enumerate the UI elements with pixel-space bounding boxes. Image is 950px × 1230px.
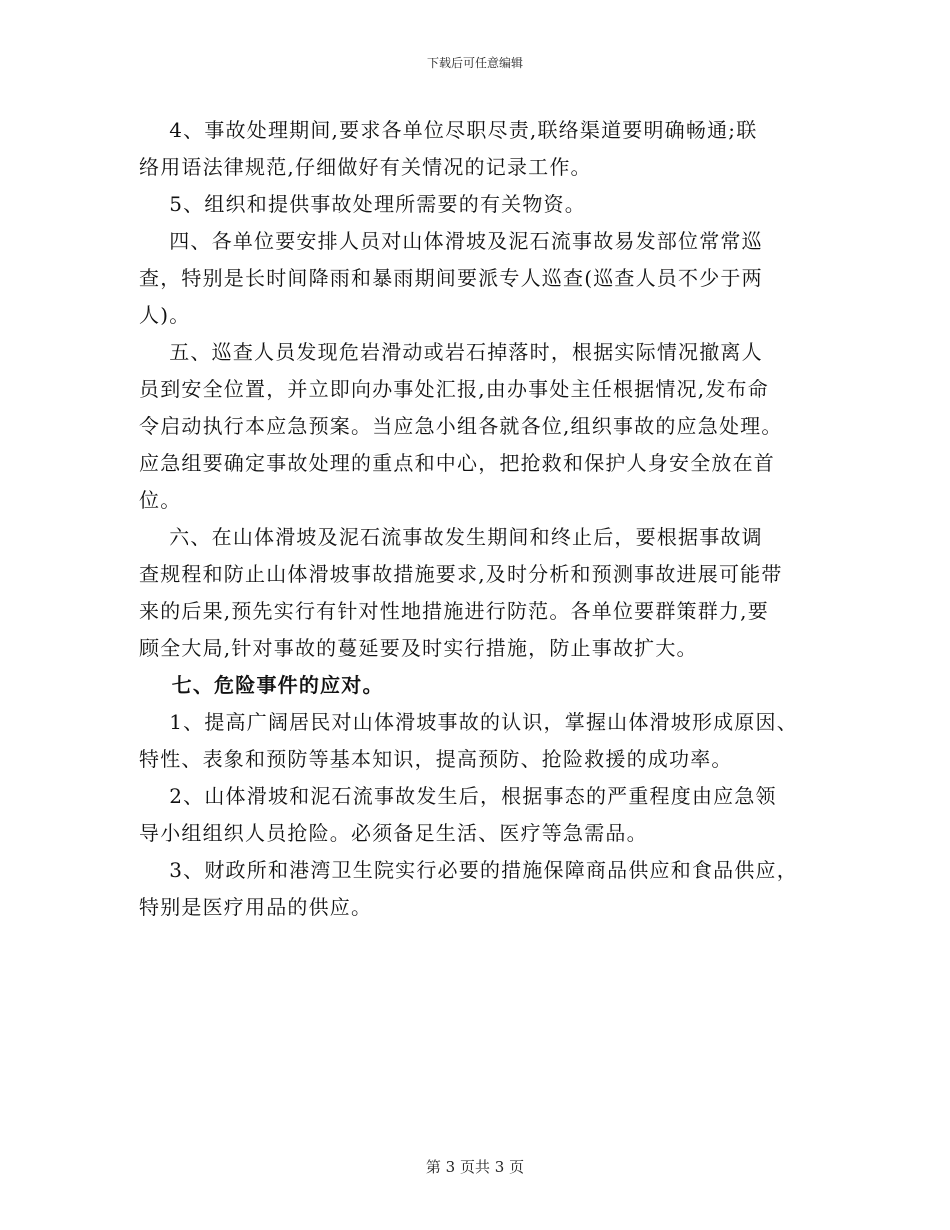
- text-line: 查规程和防止山体滑坡事故措施要求,及时分析和预测事故进展可能带: [139, 562, 783, 586]
- text-line: 六、在山体滑坡及泥石流事故发生期间和终止后，要根据事故调: [139, 525, 763, 549]
- section-seven-heading: [139, 667, 819, 704]
- page-footer: 第 3 页共 3 页: [425, 1158, 525, 1176]
- text-line: 4、事故处理期间,要求各单位尽职尽责,联络渠道要明确畅通;联: [139, 118, 758, 142]
- text-line: 5、组织和提供事故处理所需要的有关物资。: [139, 192, 586, 216]
- text-line: 络用语法律规范,仔细做好有关情况的记录工作。: [139, 155, 592, 179]
- text-line: 五、巡查人员发现危岩滑动或岩石掉落时，根据实际情况撤离人: [139, 340, 763, 364]
- paragraph-item-2: [139, 778, 819, 852]
- text-line: 来的后果,预先实行有针对性地措施进行防范。各单位要群策群力,要: [139, 599, 769, 623]
- text-line: 3、财政所和港湾卫生院实行必要的措施保障商品供应和食品供应，: [139, 858, 798, 882]
- document-body: [139, 112, 819, 926]
- text-line: 令启动执行本应急预案。当应急小组各就各位,组织事故的应急处理。: [139, 414, 783, 438]
- text-line: 四、各单位要安排人员对山体滑坡及泥石流事故易发部位常常巡: [139, 229, 763, 253]
- text-line: 应急组要确定事故处理的重点和中心，把抢救和保护人身安全放在首: [139, 451, 775, 475]
- text-line: 1、提高广阔居民对山体滑坡事故的认识，掌握山体滑坡形成原因、: [139, 710, 798, 734]
- paragraph-item-4: [139, 112, 819, 186]
- text-line: 查，特别是长时间降雨和暴雨期间要派专人巡查(巡查人员不少于两: [139, 266, 763, 290]
- paragraph-item-5: [139, 186, 819, 223]
- paragraph-item-3: [139, 852, 819, 926]
- text-line: 特性、表象和预防等基本知识，提高预防、抢险救援的成功率。: [139, 747, 733, 771]
- section-six: [139, 519, 819, 667]
- text-line: 位。: [139, 488, 182, 512]
- text-line: 顾全大局,针对事故的蔓延要及时实行措施，防止事故扩大。: [139, 636, 698, 660]
- text-line: 特别是医疗用品的供应。: [139, 895, 373, 919]
- page-header: 下载后可任意编辑: [426, 56, 523, 70]
- text-line: 2、山体滑坡和泥石流事故发生后，根据事态的严重程度由应急领: [139, 784, 777, 808]
- text-line: 员到安全位置，并立即向办事处汇报,由办事处主任根据情况,发布命: [139, 377, 769, 401]
- section-heading: 七、危险事件的应对。: [139, 673, 384, 697]
- section-four: [139, 223, 819, 334]
- section-five: [139, 334, 819, 519]
- paragraph-item-1: [139, 704, 819, 778]
- text-line: 人)。: [139, 303, 191, 327]
- text-line: 导小组组织人员抢险。必须备足生活、医疗等急需品。: [139, 821, 648, 845]
